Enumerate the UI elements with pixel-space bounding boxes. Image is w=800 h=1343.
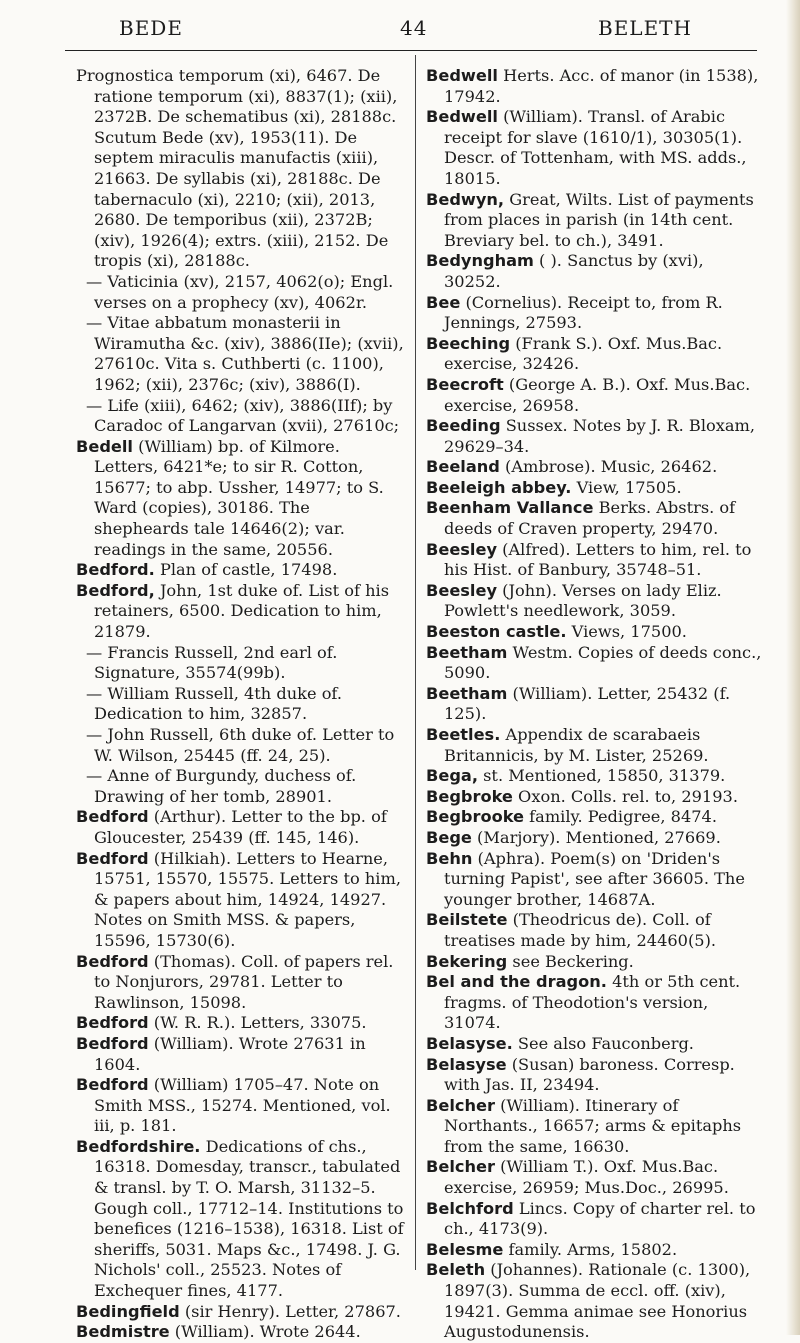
entry-text: (William). Wrote 27631 in 1604. (94, 1033, 366, 1074)
page-edge-shadow (786, 0, 800, 1335)
entry-headword: Belcher (426, 1157, 495, 1177)
entry-text: (Hilkiah). Letters to Hearne, 15751, 15570, 15575. Letters to him, & papers about him, 14924, 14927. Notes on Smith MSS. & papers, 15596, 15730(6). (94, 848, 401, 950)
entry-headword: Bedfordshire. (76, 1136, 201, 1156)
index-entry (76, 849, 404, 952)
index-entry (76, 313, 404, 395)
index-entry (76, 1322, 404, 1343)
index-entry (76, 560, 404, 581)
entry-text: — Francis Russell, 2nd earl of. Signature, 35574(99b). (86, 642, 338, 683)
entry-headword: Bedford. (76, 560, 155, 580)
entry-headword: Beeching (426, 333, 511, 353)
page-number: 44 (400, 16, 428, 40)
entry-headword: Beilstete (426, 910, 508, 930)
entry-headword: Beeston castle. (426, 622, 567, 642)
index-entry (76, 725, 404, 766)
running-header (0, 16, 800, 46)
index-entry (426, 416, 762, 457)
entry-text: (Alfred). Letters to him, rel. to his Hist. of Banbury, 35748–51. (444, 539, 752, 580)
right-column (426, 66, 762, 1343)
index-entry (426, 684, 762, 725)
entry-headword: Behn (426, 848, 473, 868)
entry-text: 4th or 5th cent. fragms. of Theodotion's version, 31074. (444, 972, 741, 1033)
index-entry (76, 684, 404, 725)
entry-text: ( ). Sanctus by (xvi), 30252. (444, 251, 704, 291)
entry-text: (Frank S.). Oxf. Mus.Bac. exercise, 32426. (444, 333, 723, 374)
entry-text: (William). Itinerary of Northants., 16657; arms & epitaphs from the same, 16630. (444, 1095, 742, 1156)
index-entry (426, 1240, 762, 1261)
index-entry (426, 787, 762, 808)
entry-headword: Belesme (426, 1239, 504, 1259)
left-column (76, 66, 404, 1343)
entry-text: View, 17505. (571, 477, 682, 497)
header-right-word: BELETH (598, 16, 692, 40)
index-entry (76, 581, 404, 643)
entry-headword: Bedell (76, 436, 133, 456)
index-entry (426, 375, 762, 416)
entry-text: family. Arms, 15802. (503, 1239, 678, 1259)
entry-headword: Bega, (426, 766, 478, 786)
index-entry (76, 66, 404, 272)
index-entry (426, 1260, 762, 1342)
entry-headword: Beeding (426, 416, 501, 436)
entry-headword: Belasyse. (426, 1033, 513, 1053)
index-entry (76, 1075, 404, 1137)
entry-text: (William). Letter, 25432 (f. 125). (444, 683, 731, 724)
entry-headword: Beleth (426, 1260, 486, 1280)
header-left-word: BEDE (119, 16, 183, 40)
index-entry (76, 952, 404, 1014)
entry-headword: Bedford (76, 848, 149, 868)
entry-headword: Bedingfield (76, 1301, 180, 1321)
index-entry (426, 807, 762, 828)
entry-text: Plan of castle, 17498. (154, 560, 338, 580)
entry-text: — John Russell, 6th duke of. Letter to W. Wilson, 25445 (ff. 24, 25). (86, 725, 395, 765)
entry-headword: Bedyngham (426, 251, 534, 271)
index-entry (426, 1034, 762, 1055)
entry-headword: Bedford, (76, 580, 155, 600)
entry-text: st. Mentioned, 15850, 31379. (477, 766, 726, 786)
entry-text: (George A. B.). Oxf. Mus.Bac. exercise, 26958. (444, 374, 751, 415)
index-entry (426, 725, 762, 766)
entry-text: (W. R. R.). Letters, 33075. (148, 1013, 367, 1033)
entry-headword: Beeleigh abbey. (426, 477, 572, 497)
index-entry (426, 622, 762, 643)
entry-headword: Beenham Vallance (426, 498, 594, 518)
entry-text: Great, Wilts. List of payments from places in parish (in 14th cent. Breviary bel. to ch.), 3491. (444, 189, 754, 250)
index-entry (426, 540, 762, 581)
entry-headword: Bedwell (426, 66, 498, 85)
entry-headword: Bekering (426, 951, 508, 971)
entry-text: (John). Verses on lady Eliz. Powlett's needlework, 3059. (444, 580, 722, 621)
index-entry (76, 272, 404, 313)
index-entry (426, 849, 762, 911)
index-entry (426, 828, 762, 849)
entry-headword: Bedford (76, 951, 149, 971)
entry-headword: Bedford (76, 1033, 149, 1053)
entry-text: family. Pedigree, 8474. (524, 807, 717, 827)
index-entry (426, 643, 762, 684)
index-entry (76, 437, 404, 561)
entry-text: Views, 17500. (566, 622, 687, 642)
entry-text: (William). Transl. of Arabic receipt for slave (1610/1), 30305(1). Descr. of Tottenham, with MS. adds., 18015. (444, 107, 747, 188)
entry-headword: Begbroke (426, 786, 513, 806)
entry-text: (Johannes). Rationale (c. 1300), 1897(3). Summa de eccl. off. (xiv), 19421. Gemma animae see Honorius Augustodunensis. (444, 1260, 751, 1342)
entry-text: — Vaticinia (xv), 2157, 4062(o); Engl. verses on a prophecy (xv), 4062r. (86, 271, 394, 312)
entry-headword: Bedford (76, 1013, 149, 1033)
entry-text: (William). Wrote 2644. (169, 1322, 361, 1342)
entry-headword: Belcher (426, 1095, 495, 1115)
entry-text: see Beckering. (507, 951, 634, 971)
index-entry (76, 807, 404, 848)
entry-headword: Beetles. (426, 725, 501, 744)
index-entry (426, 1096, 762, 1158)
index-entry (76, 1013, 404, 1034)
index-entry (76, 1302, 404, 1323)
index-entry (426, 910, 762, 951)
entry-headword: Beeland (426, 457, 500, 477)
entry-text: Herts. Acc. of manor (in 1538), 17942. (444, 66, 759, 106)
entry-headword: Bee (426, 292, 461, 312)
index-entry (426, 1157, 762, 1198)
index-entry (426, 1055, 762, 1096)
entry-text: (William T.). Oxf. Mus.Bac. exercise, 26959; Mus.Doc., 26995. (444, 1157, 729, 1198)
index-entry (76, 643, 404, 684)
entry-text: (Ambrose). Music, 26462. (499, 457, 718, 477)
index-entry (426, 766, 762, 787)
entry-text: Lincs. Copy of charter rel. to ch., 4173(9). (444, 1198, 756, 1239)
entry-headword: Beetham (426, 683, 508, 703)
entry-text: (Thomas). Coll. of papers rel. to Nonjurors, 29781. Letter to Rawlinson, 15098. (94, 951, 394, 1012)
index-entry (426, 251, 762, 292)
entry-headword: Beesley (426, 580, 498, 600)
entry-text: — Vitae abbatum monasterii in Wiramutha &c. (xiv), 3886(IIe); (xvii), 27610c. Vita s. Cuthberti (c. 1100), 1962; (xii), 2376c; (xiv), 3886(I). (86, 313, 404, 394)
entry-headword: Bel and the dragon. (426, 972, 607, 992)
index-entry (426, 66, 762, 107)
column-divider (415, 55, 416, 1270)
index-entry (426, 478, 762, 499)
index-entry (426, 952, 762, 973)
index-entry (426, 581, 762, 622)
entry-headword: Bege (426, 827, 472, 847)
entry-text: Appendix de scarabaeis Britannicis, by M. Lister, 25269. (444, 725, 709, 765)
index-entry (426, 293, 762, 334)
entry-headword: Bedwell (426, 107, 498, 127)
index-entry (76, 1137, 404, 1302)
header-rule (65, 50, 757, 51)
index-entry (426, 334, 762, 375)
index-entry (76, 396, 404, 437)
entry-headword: Bedwyn, (426, 189, 505, 209)
entry-text: — Life (xiii), 6462; (xiv), 3886(IIf); by Caradoc of Langarvan (xvii), 27610c; (86, 395, 400, 436)
entry-text: (Susan) baroness. Corresp. with Jas. II, 23494. (444, 1054, 735, 1095)
index-entry (76, 766, 404, 807)
entry-headword: Beecroft (426, 374, 504, 394)
index-entry (426, 190, 762, 252)
entry-text: — Anne of Burgundy, duchess of. Drawing of her tomb, 28901. (86, 766, 357, 806)
index-entry (426, 972, 762, 1034)
entry-text: John, 1st duke of. List of his retainers, 6500. Dedication to him, 21879. (94, 580, 390, 642)
entry-text: Oxon. Colls. rel. to, 29193. (512, 786, 738, 806)
index-entry (426, 498, 762, 539)
entry-text: Dedications of chs., 16318. Domesday, transcr., tabulated & transl. by T. O. Marsh, 31132–5. Gough coll., 17712–14. Institutions to benefices (1216–1538), 16318. List of sheriffs, 5031. Maps &c., 17498. J. G. Nichols' coll., 25523. Notes of Exchequer fines, 4177. (94, 1136, 404, 1301)
entry-headword: Beetham (426, 642, 508, 662)
index-entry (76, 1034, 404, 1075)
entry-text: Berks. Abstrs. of deeds of Craven property, 29470. (444, 498, 736, 539)
entry-text: See also Fauconberg. (512, 1033, 694, 1053)
entry-text: Sussex. Notes by J. R. Bloxam, 29629–34. (444, 416, 756, 456)
entry-text: (Theodricus de). Coll. of treatises made by him, 24460(5). (444, 910, 717, 950)
entry-text: (Marjory). Mentioned, 27669. (471, 827, 721, 847)
index-entry (426, 457, 762, 478)
entry-text: (Arthur). Letter to the bp. of Gloucester, 25439 (ff. 145, 146). (94, 807, 387, 847)
entry-text: — William Russell, 4th duke of. Dedication to him, 32857. (86, 683, 342, 724)
entry-headword: Bedford (76, 1075, 149, 1095)
entry-headword: Beesley (426, 539, 498, 559)
entry-text: Prognostica temporum (xi), 6467. De ratione temporum (xi), 8837(1); (xii), 2372B. De schematibus (xi), 28188c. Scutum Bede (xv), 1953(11). De septem miraculis manufactis (xiii), 21663. De syllabis (xi), 28188c. De tabernaculo (xi), 2210; (xii), 2013, 2680. De temporibus (xii), 2372B; (xiv), 1926(4); extrs. (xiii), 2152. De tropis (xi), 28188c. (76, 66, 398, 271)
entry-text: (Aphra). Poem(s) on 'Driden's turning Papist', see after 36605. The younger brother, 14687A. (444, 848, 745, 909)
entry-headword: Bedmistre (76, 1322, 170, 1342)
entry-headword: Begbrooke (426, 807, 525, 827)
index-entry (426, 107, 762, 189)
entry-text: Westm. Copies of deeds conc., 5090. (444, 642, 762, 683)
entry-text: (Cornelius). Receipt to, from R. Jennings, 27593. (444, 292, 723, 333)
entry-text: (sir Henry). Letter, 27867. (179, 1301, 401, 1321)
entry-headword: Belchford (426, 1198, 514, 1218)
entry-headword: Belasyse (426, 1054, 507, 1074)
entry-text: (William) 1705–47. Note on Smith MSS., 15274. Mentioned, vol. iii, p. 181. (94, 1075, 391, 1136)
index-entry (426, 1199, 762, 1240)
entry-text: (William) bp. of Kilmore. Letters, 6421*e; to sir R. Cotton, 15677; to abp. Ussher, 14977; to S. Ward (copies), 30186. The shepheards tale 14646(2); var. readings in the same, 20556. (94, 436, 384, 559)
entry-headword: Bedford (76, 807, 149, 827)
